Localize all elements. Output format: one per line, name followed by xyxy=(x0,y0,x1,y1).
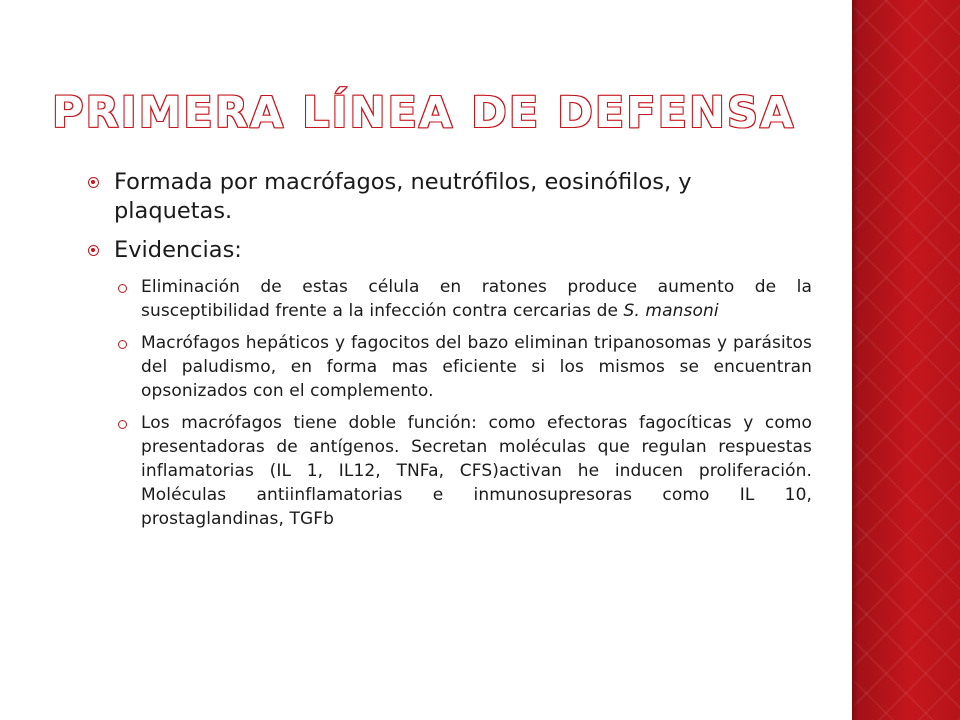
bullet-icon xyxy=(88,245,99,256)
sub-bullet-item xyxy=(116,275,812,323)
sub-bullet-text: Macrófagos hepáticos y fagocitos del bazo eliminan tripanosomas y parásitos del paludismo, en forma mas eficiente si los mismos se encuentran opsonizados con el complemento. xyxy=(141,333,812,401)
bullet-text: Formada por macrófagos, neutrófilos, eosinófilos, y plaquetas. xyxy=(114,169,692,224)
decorative-side-band xyxy=(852,0,960,720)
bullet-item xyxy=(88,236,812,265)
bullet-icon xyxy=(88,177,99,188)
sub-bullet-text: Los macrófagos tiene doble función: como efectoras fagocíticas y como presentadoras de antígenos. Secretan moléculas que regulan respuestas inflamatorias (IL 1, IL12, TNFa, CFS)activan he inducen proliferación. Moléculas antiinflamatorias e inmunosupresoras como IL 10, prostaglandinas, TGFb xyxy=(141,413,812,529)
side-band-edge-shadow xyxy=(852,0,858,720)
slide-title: PRIMERA LÍNEA DE DEFENSA xyxy=(52,88,796,138)
sub-bullet-text: Eliminación de estas célula en ratones produce aumento de la susceptibilidad frente a la infección contra cercarias de xyxy=(141,277,812,321)
sub-bullet-item xyxy=(116,331,812,403)
bullet-text: Evidencias: xyxy=(114,237,242,263)
sub-bullet-list xyxy=(116,275,812,531)
species-name: S. mansoni xyxy=(623,301,719,321)
bullet-item xyxy=(88,168,812,226)
sub-bullet-icon xyxy=(118,420,127,429)
sub-bullet-icon xyxy=(118,340,127,349)
slide-content xyxy=(88,168,812,539)
sub-bullet-item xyxy=(116,411,812,531)
sub-bullet-icon xyxy=(118,284,127,293)
